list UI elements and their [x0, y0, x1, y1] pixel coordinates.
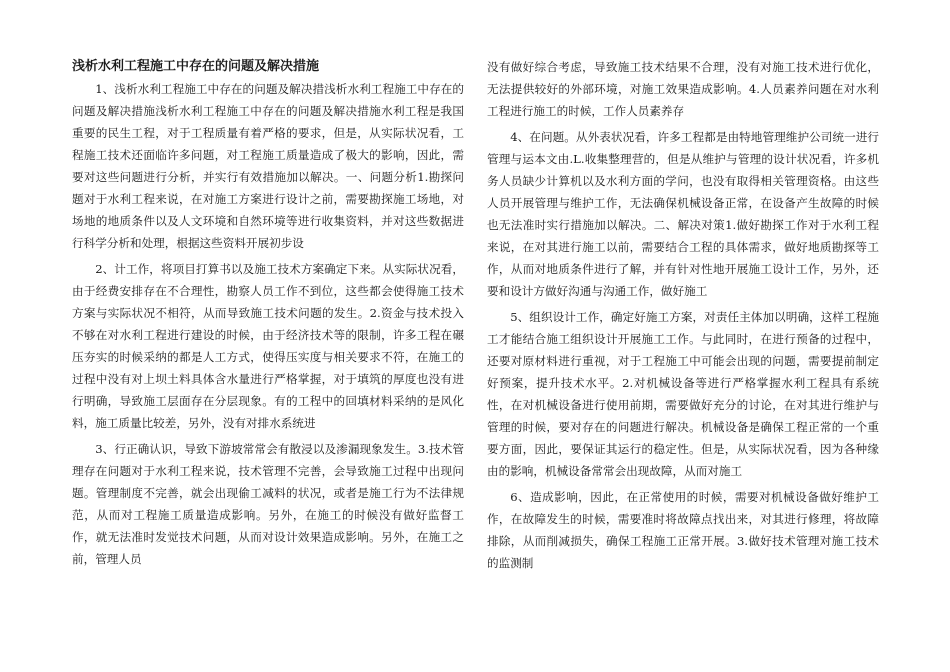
paragraph-1: 1、浅析水利工程施工中存在的问题及解决措浅析水利工程施工中存在的问题及解决措施浅析水利工程施工中存在的问题及解决措施水利工程是我国重要的民生工程，对于工程质量有着严格的要求，但是，从实际状况看，工程施工技术还面临许多问题，对工程施工质量造成了极大的影响，因此，需要对这些问题进行分析，并实行有效措施加以解决。一、问题分析1.勘探问题对于水利工程来说，在对施工方案进行设计之前，需要勘探施工场地，对场地的地质条件以及人文环境和自然环境等进行收集资料，并对这些数据进行科学分析和处理，根据这些资料开展初步设: [72, 82, 464, 250]
paragraph-6: 6、造成影响，因此，在正常使用的时候，需要对机械设备做好维护工作，在故障发生的时候，需要准时将故障点找出来，对其进行修理，将故障排除，从而削减损失，确保工程施工正常开展。3.做好技术管理对施工技术的监测制: [487, 490, 879, 570]
paragraph-2: 2、计工作，将项目打算书以及施工技术方案确定下来。从实际状况看，由于经费安排存在不合理性，勘察人员工作不到位，这些都会使得施工技术方案与实际状况不相符，从而导致施工技术问题的发生。2.资金与技术投入不够在对水利工程进行建设的时候，由于经济技术等的限制，许多工程在碾压夯实的时候采纳的都是人工方式，使得压实度与相关要求不符，在施工的过程中没有对上坝土料具体含水量进行严格掌握，对于填筑的厚度也没有进行明确，导致施工层面存在分层现象。有的工程中的回填材料采纳的是风化料，施工质量比较差，另外，没有对排水系统进: [72, 262, 464, 430]
paragraph-3-continued: 没有做好综合考虑，导致施工技术结果不合理，没有对施工技术进行优化，无法提供较好的外部环境，对施工效果造成影响。4.人员素养问题在对水利工程进行施工的时候，工作人员素养存: [487, 60, 879, 118]
right-column: [487, 56, 879, 578]
left-column: [72, 56, 464, 574]
paragraph-4: 4、在问题。从外表状况看，许多工程都是由特地管理维护公司统一进行管理与运本文由.L.收集整理营的，但是从维护与管理的设计状况看，许多机务人员缺少计算机以及水利方面的学问，也没有取得相关管理资格。由这些人员开展管理与维护工作，无法确保机械设备正常，在设备产生故障的时候也无法准时实行措施加以解决。二、解决对策1.做好勘探工作对于水利工程来说，在对其进行施工以前，需要结合工程的具体需求，做好地质勘探等工作，从而对地质条件进行了解，并有针对性地开展施工设计工作，另外，还要和设计方做好沟通与沟通工作，做好施工: [487, 130, 879, 298]
document-title: 浅析水利工程施工中存在的问题及解决措施: [72, 59, 320, 74]
paragraph-5: 5、组织设计工作，确定好施工方案，对责任主体加以明确，这样工程施工才能结合施工组织设计开展施工工作。与此同时，在进行预备的过程中，还要对原材料进行重视，对于工程施工中可能会出现的问题，需要提前制定好预案，提升技术水平。2.对机械设备等进行严格掌握水利工程具有系统性，在对机械设备进行使用前期，需要做好充分的讨论，在对其进行维护与管理的时候，要对存在的问题进行解决。机械设备是确保工程正常的一个重要方面，因此，要保证其运行的稳定性。但是，从实际状况看，因为各种缘由的影响，机械设备常常会出现故障，从而对施工: [487, 310, 879, 478]
paragraph-3: 3、行正确认识，导致下游坡常常会有散浸以及渗漏现象发生。3.技术管理存在问题对于水利工程来说，技术管理不完善，会导致施工过程中出现问题。管理制度不完善，就会出现偷工减料的状况，或者是施工行为不法律规范，从而对工程施工质量造成影响。另外，在施工的时候没有做好监督工作，就无法准时发觉技术问题，从而对设计效果造成影响。另外，在施工之前，管理人员: [72, 442, 464, 566]
